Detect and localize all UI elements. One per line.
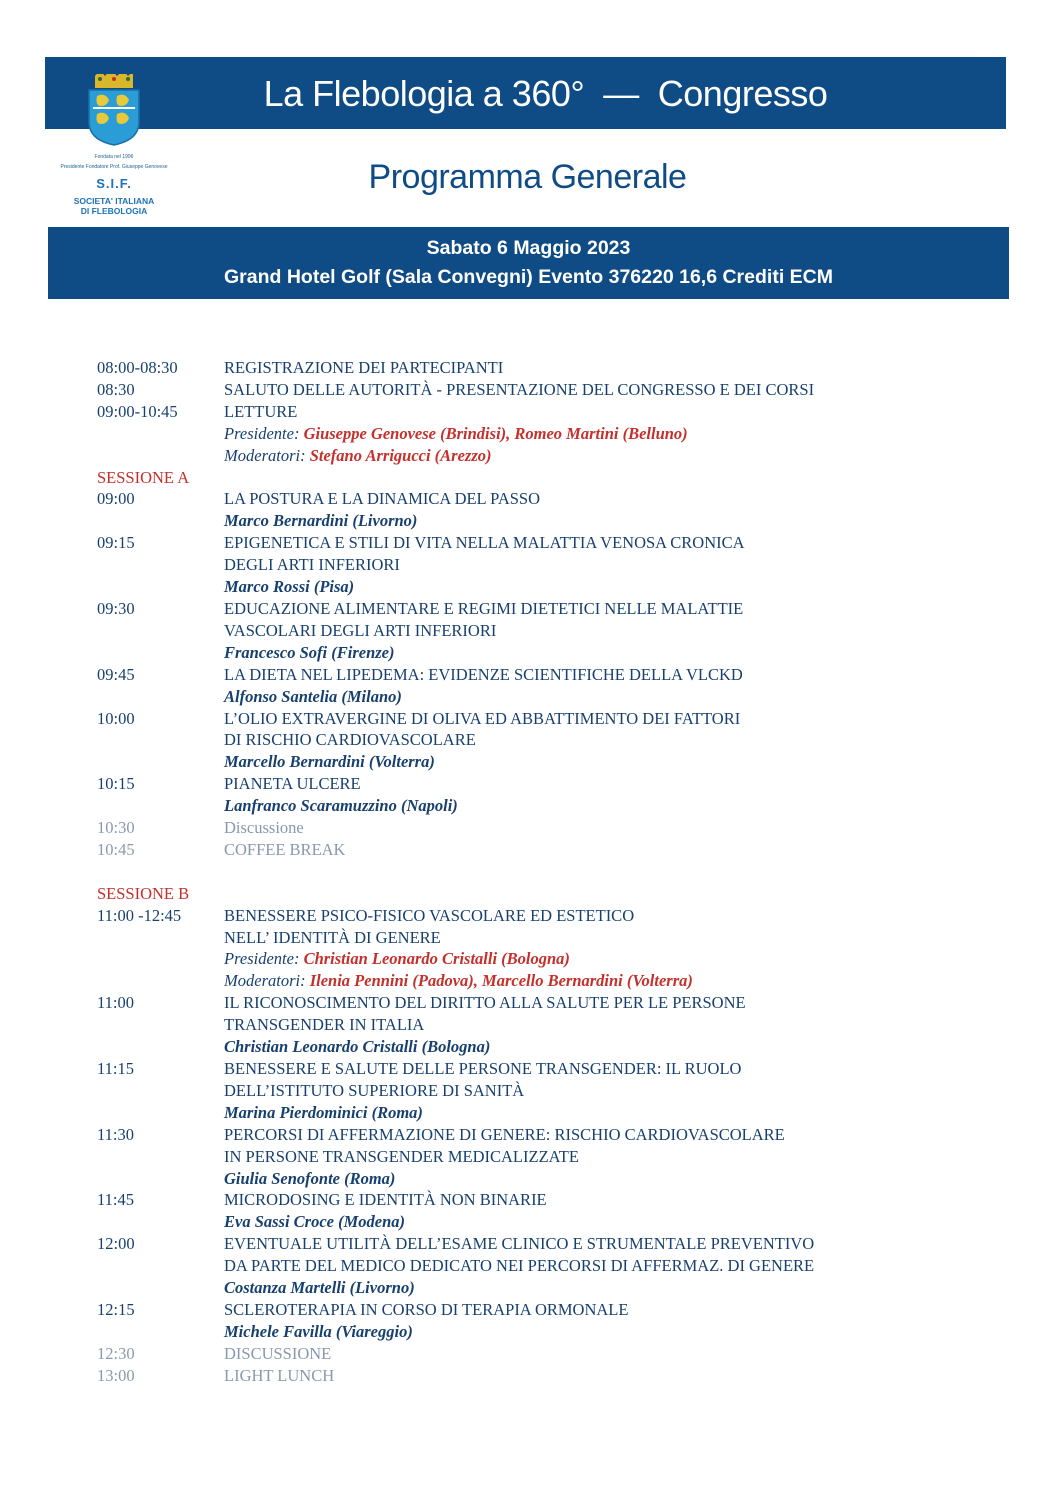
- speaker-row: Christian Leonardo Cristalli (Bologna): [224, 1037, 491, 1057]
- logo-founder: Presidente Fondatore Prof. Giuseppe Genovese: [60, 164, 168, 170]
- speaker-row: Lanfranco Scaramuzzino (Napoli): [224, 796, 458, 816]
- speaker-row: Eva Sassi Croce (Modena): [224, 1212, 406, 1232]
- crest-icon: [87, 74, 141, 146]
- speaker-row: Francesco Sofi (Firenze): [224, 642, 395, 662]
- speaker-row: Costanza Martelli (Livorno): [224, 1278, 415, 1298]
- talk-time-row: 11:00 IL RICONOSCIMENTO DEL DIRITTO ALLA SALUTE PER LE PERSONE: [97, 993, 746, 1013]
- break-row: 10:30 Discussione: [97, 818, 304, 838]
- talk-time-row: 11:30 PERCORSI DI AFFERMAZIONE DI GENERE: RISCHIO CARDIOVASCOLARE: [97, 1124, 785, 1144]
- talk-time-row: 12:15 SCLEROTERAPIA IN CORSO DI TERAPIA ORMONALE: [97, 1299, 629, 1319]
- session-b-title-row: 11:00 -12:45 BENESSERE PSICO-FISICO VASCOLARE ED ESTETICO: [97, 905, 635, 925]
- schedule-row: 08:30 SALUTO DELLE AUTORITÀ - PRESENTAZIONE DEL CONGRESSO E DEI CORSI: [97, 379, 815, 399]
- talk-line-row: VASCOLARI DEGLI ARTI INFERIORI: [224, 620, 497, 640]
- spacer: [97, 861, 997, 883]
- speaker-row: Alfonso Santelia (Milano): [224, 686, 402, 706]
- speaker-row: Marina Pierdominici (Roma): [224, 1102, 423, 1122]
- logo-acronym: S.I.F.: [96, 176, 132, 191]
- talk-line-row: DI RISCHIO CARDIOVASCOLARE: [224, 730, 476, 750]
- event-band: [48, 227, 1009, 299]
- congress-title: La Flebologia a 360° — Congresso: [263, 73, 828, 114]
- chair-row: Moderatori: Stefano Arrigucci (Arezzo): [224, 445, 492, 465]
- break-row: 12:30 DISCUSSIONE: [97, 1343, 332, 1363]
- speaker-row: Marco Rossi (Pisa): [224, 577, 355, 597]
- break-row: 13:00 LIGHT LUNCH: [97, 1365, 335, 1385]
- talk-line-row: DA PARTE DEL MEDICO DEDICATO NEI PERCORSI DI AFFERMAZ. DI GENERE: [224, 1256, 815, 1276]
- session-b-label: SESSIONE B: [97, 883, 190, 903]
- talk-time-row: 09:45 LA DIETA NEL LIPEDEMA: EVIDENZE SCIENTIFICHE DELLA VLCKD: [97, 664, 743, 684]
- talk-time-row: 10:00 L’OLIO EXTRAVERGINE DI OLIVA ED ABBATTIMENTO DEI FATTORI: [97, 708, 741, 728]
- schedule-row: 09:00-10:45 LETTURE: [97, 401, 298, 421]
- chair-row: Presidente: Giuseppe Genovese (Brindisi), Romeo Martini (Belluno): [224, 423, 688, 443]
- talk-line-row: TRANSGENDER IN ITALIA: [224, 1015, 425, 1035]
- talk-line-row: DELL’ISTITUTO SUPERIORE DI SANITÀ: [224, 1080, 525, 1100]
- session-b-title-row: NELL’ IDENTITÀ DI GENERE: [224, 927, 441, 947]
- sif-logo: [60, 70, 168, 220]
- speaker-row: Michele Favilla (Viareggio): [224, 1321, 413, 1341]
- talk-time-row: 09:30 EDUCAZIONE ALIMENTARE E REGIMI DIETETICI NELLE MALATTIE: [97, 598, 744, 618]
- talk-time-row: 09:15 EPIGENETICA E STILI DI VITA NELLA MALATTIA VENOSA CRONICA: [97, 533, 745, 553]
- talk-line-row: IN PERSONE TRANSGENDER MEDICALIZZATE: [224, 1146, 579, 1166]
- header-band: [45, 57, 1006, 129]
- talk-time-row: 09:00 LA POSTURA E LA DINAMICA DEL PASSO: [97, 489, 540, 509]
- page-subtitle: Programma Generale: [368, 158, 687, 196]
- talk-time-row: 11:45 MICRODOSING E IDENTITÀ NON BINARIE: [97, 1190, 547, 1210]
- schedule-row: 08:00-08:30 REGISTRAZIONE DEI PARTECIPANTI: [97, 358, 504, 377]
- speaker-row: Giulia Senofonte (Roma): [224, 1168, 396, 1188]
- chair-row: Moderatori: Ilenia Pennini (Padova), Marcello Bernardini (Volterra): [224, 971, 693, 991]
- talk-time-row: 11:15 BENESSERE E SALUTE DELLE PERSONE TRANSGENDER: IL RUOLO: [97, 1058, 742, 1078]
- logo-founded: Fondata nel 1996: [94, 154, 134, 160]
- logo-name: SOCIETA' ITALIANA DI FLEBOLOGIA: [73, 196, 155, 216]
- event-venue: Grand Hotel Golf (Sala Convegni) Evento 376220 16,6 Crediti ECM: [224, 266, 833, 288]
- speaker-row: Marco Bernardini (Livorno): [224, 511, 418, 531]
- talk-line-row: DEGLI ARTI INFERIORI: [224, 555, 400, 575]
- event-date: Sabato 6 Maggio 2023: [426, 237, 631, 259]
- break-row: 10:45 COFFEE BREAK: [97, 839, 346, 859]
- session-a-label: SESSIONE A: [97, 467, 190, 487]
- chair-row: Presidente: Christian Leonardo Cristalli (Bologna): [224, 949, 570, 969]
- talk-time-row: 10:15 PIANETA ULCERE: [97, 774, 361, 794]
- speaker-row: Marcello Bernardini (Volterra): [224, 752, 435, 772]
- talk-time-row: 12:00 EVENTUALE UTILITÀ DELL’ESAME CLINICO E STRUMENTALE PREVENTIVO: [97, 1234, 815, 1254]
- schedule: [97, 357, 997, 1387]
